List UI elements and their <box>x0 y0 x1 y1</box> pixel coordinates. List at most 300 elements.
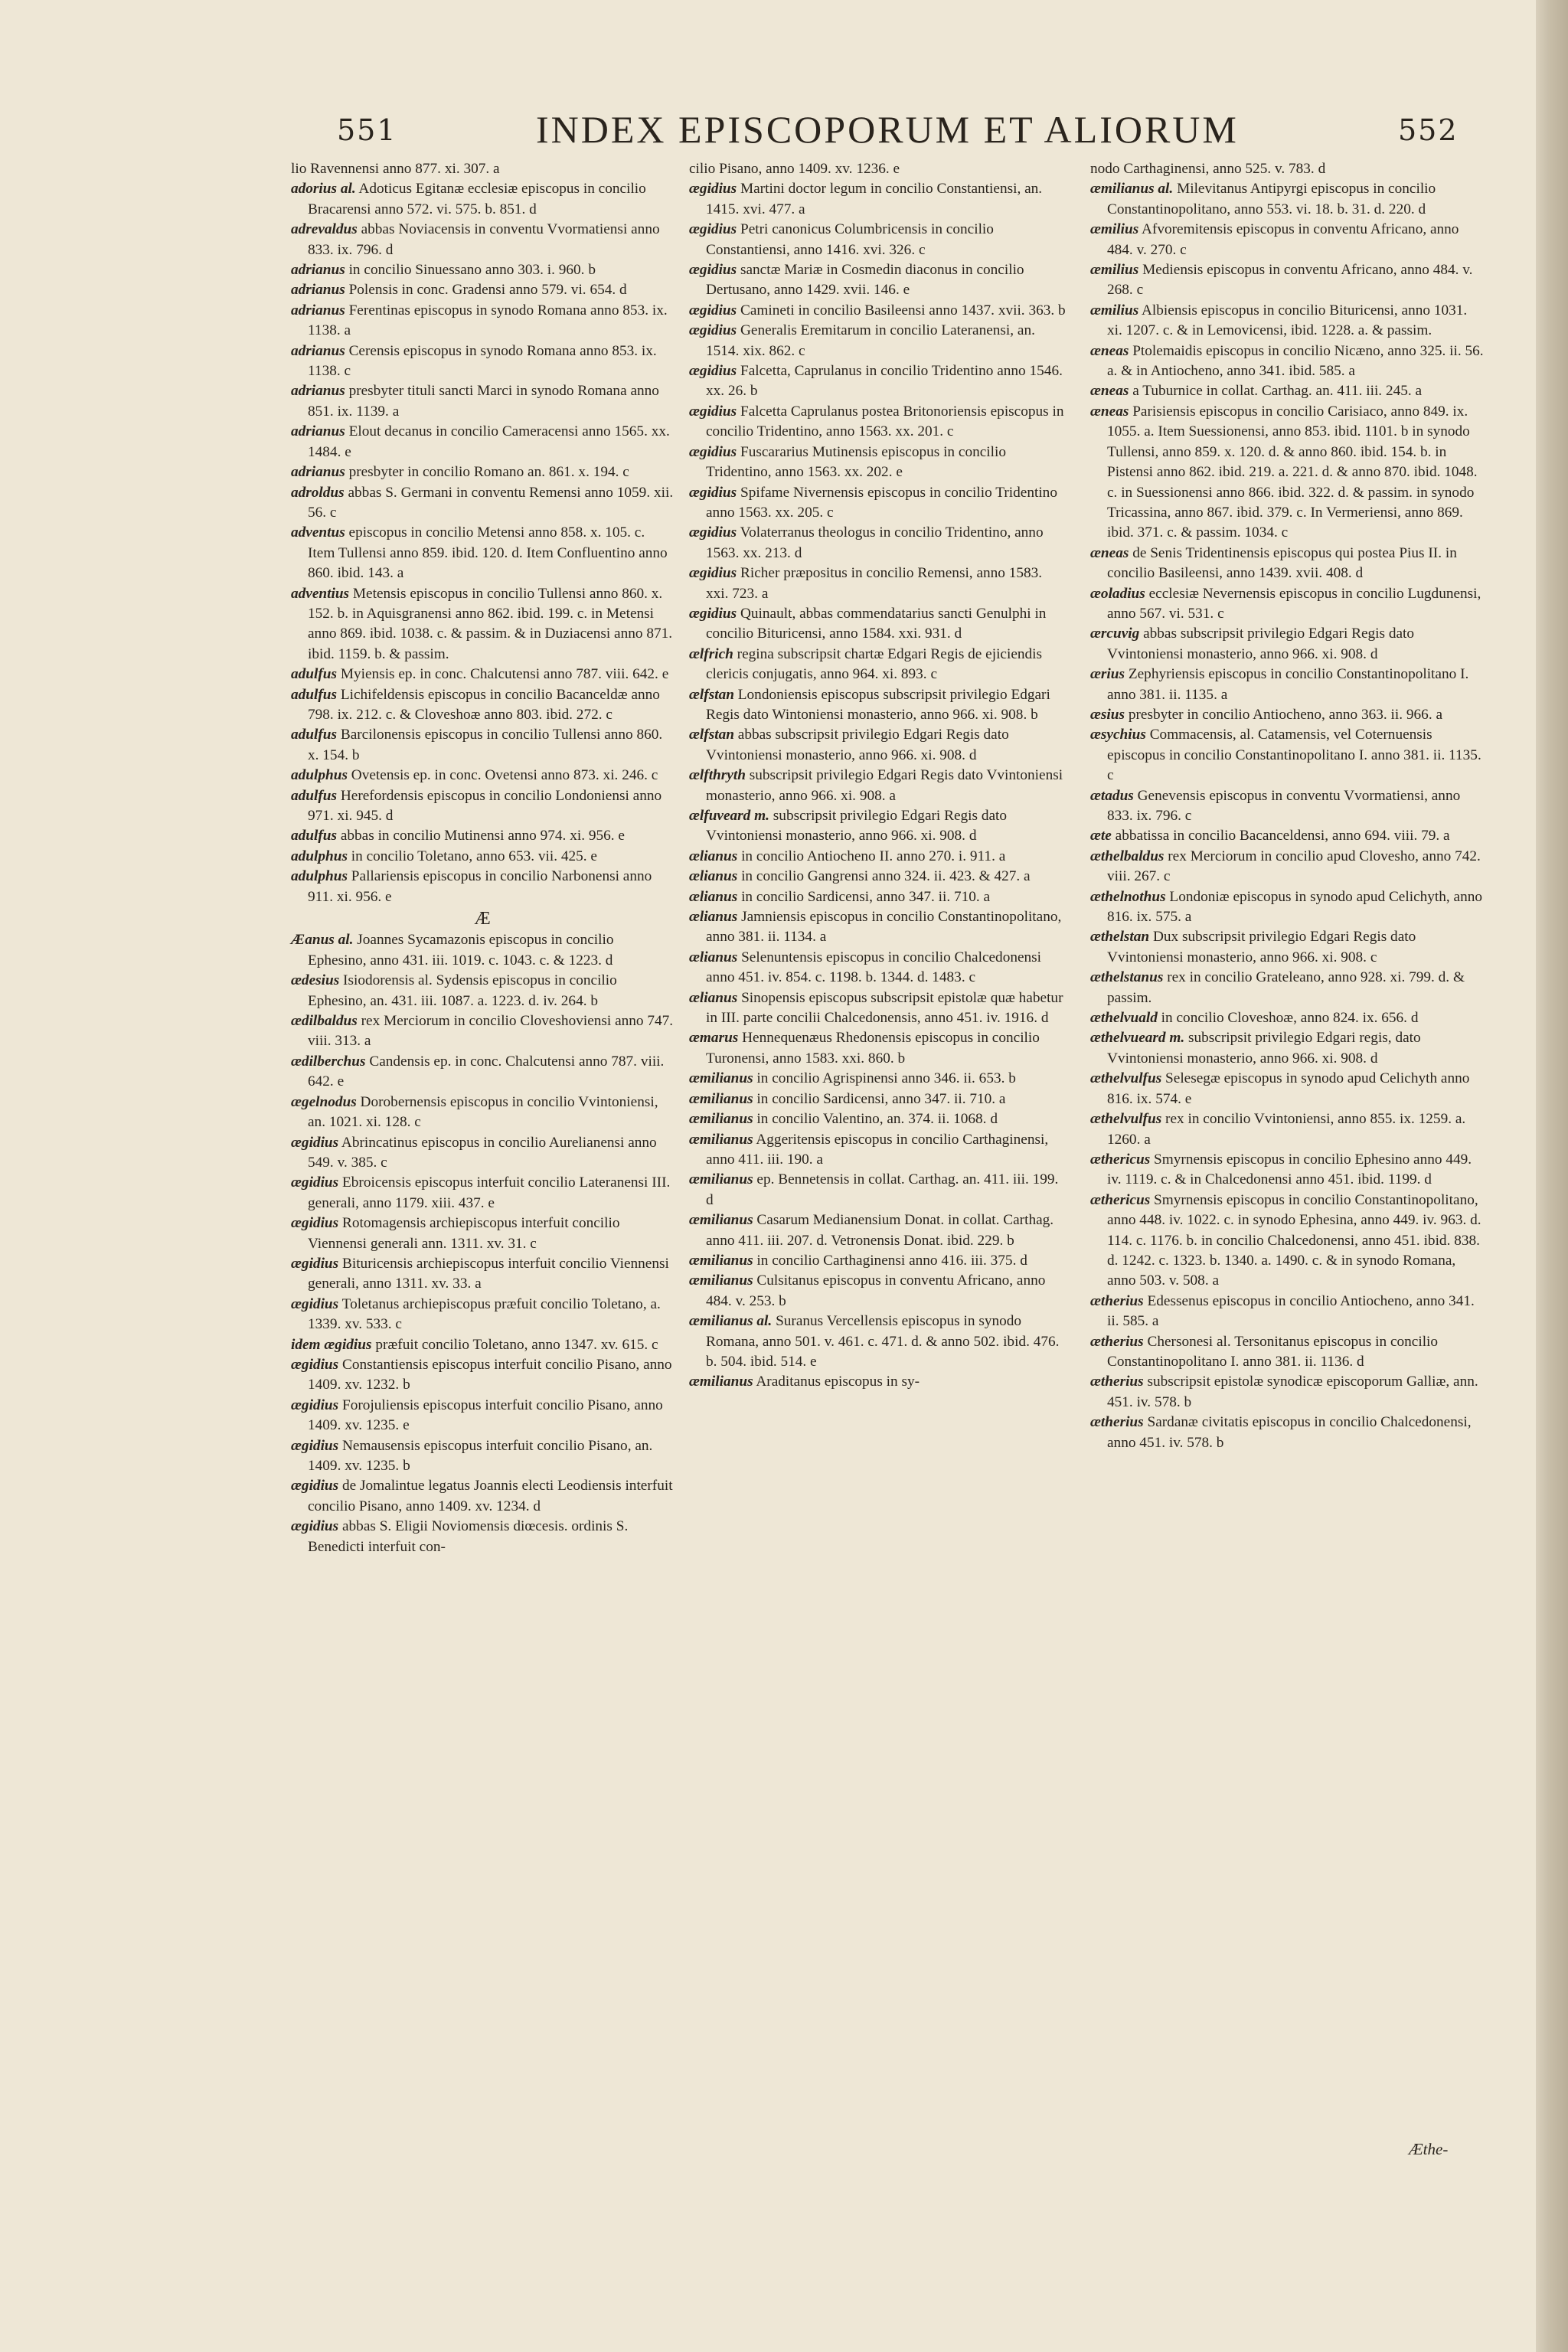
entry-headword: æmilius <box>1090 262 1139 279</box>
entry-text: Culsitanus episcopus in conventu Africano, anno 484. v. 253. b <box>706 1272 1046 1309</box>
entry-headword: adrianus <box>291 262 345 279</box>
index-entry <box>689 988 1066 1029</box>
entry-headword: æsius <box>1090 706 1125 723</box>
entry-text: Myiensis ep. in conc. Chalcutensi anno 787. viii. 642. e <box>340 666 669 683</box>
index-entry <box>291 1173 674 1214</box>
index-entry <box>1090 1372 1485 1413</box>
entry-headword: æthelvulfus <box>1090 1111 1162 1128</box>
entry-text: subscripsit privilegio Edgari Regis dato Vvintoniensi monasterio, anno 966. xi. 908. a <box>706 767 1063 804</box>
entry-text: Mediensis episcopus in conventu Africano, anno 484. v. 268. c <box>1107 262 1473 299</box>
index-entry <box>689 867 1066 887</box>
entry-headword: æneas <box>1090 544 1129 561</box>
entry-headword: æmilianus <box>689 1252 753 1269</box>
entry-text: ecclesiæ Nevernensis episcopus in concilio Lugdunensi, anno 567. vi. 531. c <box>1107 585 1481 622</box>
entry-text: Bituricensis archiepiscopus interfuit concilio Viennensi generali, anno 1311. xv. 33. a <box>308 1255 669 1292</box>
index-entry <box>1090 1109 1485 1150</box>
entry-headword: ægidius <box>689 302 737 318</box>
entry-text: abbas Noviacensis in conventu Vvormatiensi anno 833. ix. 796. d <box>308 221 660 258</box>
entry-headword: adulfus <box>291 686 338 703</box>
entry-headword: ægidius <box>291 1518 339 1535</box>
entry-headword: æmilianus al. <box>689 1313 773 1330</box>
index-entry <box>1090 260 1485 301</box>
index-entry <box>689 1312 1066 1372</box>
index-entry <box>291 341 674 382</box>
entry-text: Suranus Vercellensis episcopus in synodo Romana, anno 501. v. 461. c. 471. d. & anno 502. ibid. 476. b. 504. ibid. 514. e <box>706 1313 1060 1370</box>
index-entry <box>689 847 1066 867</box>
entry-text: Elout decanus in concilio Cameracensi anno 1565. xx. 1484. e <box>308 423 670 460</box>
entry-text: Ovetensis ep. in conc. Ovetensi anno 873. xi. 246. c <box>351 767 658 784</box>
index-entry <box>689 948 1066 988</box>
entry-text: Isiodorensis al. Sydensis episcopus in concilio Ephesino, an. 431. iii. 1087. a. 1223. d. iv. 264. b <box>308 972 617 1009</box>
running-title: INDEX EPISCOPORUM ET ALIORUM <box>536 108 1239 151</box>
index-entry <box>1090 705 1485 725</box>
entry-text: Londoniensis episcopus subscripsit privilegio Edgari Regis dato Wintoniensi monasterio, anno 966. xi. 908. b <box>706 686 1050 723</box>
index-entry <box>689 725 1066 766</box>
entry-text: in concilio Agrispinensi anno 346. ii. 653. b <box>756 1070 1016 1087</box>
index-entry <box>689 685 1066 726</box>
entry-headword: adulphus <box>291 868 348 885</box>
entry-text: Araditanus episcopus in sy- <box>756 1374 920 1390</box>
entry-text: subscripsit epistolæ synodicæ episcoporum Galliæ, ann. 451. iv. 578. b <box>1107 1374 1478 1410</box>
page-number-right: 552 <box>1398 113 1459 147</box>
entry-headword: adrianus <box>291 282 345 299</box>
index-entry <box>291 1355 674 1396</box>
entry-headword: ælfthryth <box>689 767 746 784</box>
entry-text: Selesegæ episcopus in synodo apud Celichyth anno 816. ix. 574. e <box>1107 1070 1470 1107</box>
entry-headword: ægidius <box>291 1255 339 1272</box>
index-entry <box>291 1476 674 1517</box>
index-entry <box>1090 544 1485 584</box>
entry-headword: adulfus <box>291 787 338 804</box>
entry-text: rex Merciorum in concilio apud Clovesho, anno 742. viii. 267. c <box>1107 848 1481 885</box>
entry-text: Richer præpositus in concilio Remensi, anno 1583. xxi. 723. a <box>706 565 1043 602</box>
entry-text: Zephyriensis episcopus in concilio Constantinopolitano I. anno 381. ii. 1135. a <box>1107 666 1469 703</box>
entry-headword: idem ægidius <box>291 1336 372 1353</box>
entry-text: Chersonesi al. Tersonitanus episcopus in concilio Constantinopolitano I. anno 381. ii. 1136. d <box>1107 1333 1439 1370</box>
entry-text: in concilio Toletano, anno 653. vii. 425. e <box>351 848 597 864</box>
entry-headword: adrianus <box>291 383 345 400</box>
entry-text: Selenuntensis episcopus in concilio Chalcedonensi anno 451. iv. 854. c. 1198. b. 1344. d. 1483. c <box>706 949 1042 986</box>
index-column-3 <box>1090 159 1485 1453</box>
index-entry <box>1090 1150 1485 1191</box>
entry-headword: æneas <box>1090 383 1129 400</box>
index-entry <box>1090 624 1485 665</box>
entry-text: Ferentinas episcopus in synodo Romana anno 853. ix. 1138. a <box>308 302 668 339</box>
entry-text: a Tuburnice in collat. Carthag. an. 411. iii. 245. a <box>1132 383 1423 400</box>
entry-headword: æmilius <box>1090 221 1139 238</box>
entry-text: subscripsit privilegio Edgari Regis dato Vvintoniensi monasterio, anno 966. xi. 908. d <box>706 808 1008 844</box>
index-entry <box>689 220 1066 260</box>
entry-headword: ætherius <box>1090 1414 1144 1431</box>
page-number-left: 551 <box>337 113 397 147</box>
entry-headword: æneas <box>1090 403 1129 420</box>
catchword: Æthe- <box>1409 2140 1449 2158</box>
entry-headword: ægidius <box>291 1174 339 1191</box>
index-entry <box>1090 220 1485 260</box>
entry-headword: ærcuvig <box>1090 626 1140 642</box>
index-entry <box>291 930 674 971</box>
entry-text: episcopus in concilio Metensi anno 858. x. 105. c. Item Tullensi anno 859. ibid. 120. d. Item Confluentino anno 860. ibid. 143. a <box>308 524 668 582</box>
entry-headword: æmilianus al. <box>1090 181 1174 198</box>
entry-headword: adroldus <box>291 484 345 501</box>
index-entry <box>291 1396 674 1436</box>
entry-headword: æthelvueard m. <box>1090 1030 1185 1047</box>
entry-text: nodo Carthaginensi, anno 525. v. 783. d <box>1090 161 1326 177</box>
index-entry <box>689 1251 1066 1271</box>
entry-headword: æmilianus <box>689 1070 753 1087</box>
entry-text: in concilio Valentino, an. 374. ii. 1068. d <box>756 1111 998 1128</box>
entry-headword: ælfstan <box>689 727 734 743</box>
index-entry <box>689 1372 1066 1392</box>
index-entry <box>291 1011 674 1052</box>
entry-headword: ægidius <box>291 1215 339 1232</box>
index-entry <box>1090 1292 1485 1332</box>
entry-headword: adrianus <box>291 423 345 440</box>
entry-text: Londoniæ episcopus in synodo apud Celichyth, anno 816. ix. 575. a <box>1107 888 1483 926</box>
section-letter: Æ <box>474 909 491 929</box>
entry-headword: ælianus <box>689 989 738 1006</box>
entry-text: Smyrnensis episcopus in concilio Ephesino anno 449. iv. 1119. c. & in Chalcedonensi anno 451. ibid. 1199. d <box>1107 1151 1472 1188</box>
entry-text: Milevitanus Antipyrgi episcopus in concilio Constantinopolitano, anno 553. vi. 18. b. 31. d. 220. d <box>1107 181 1436 217</box>
entry-headword: adorius al. <box>291 181 356 198</box>
index-entry <box>1090 402 1485 544</box>
entry-text: Rotomagensis archiepiscopus interfuit concilio Viennensi generali ann. 1311. xv. 31. c <box>308 1215 620 1252</box>
entry-text: abbas S. Eligii Noviomensis diœcesis. ordinis S. Benedicti interfuit con- <box>308 1518 629 1555</box>
index-entry <box>689 1170 1066 1210</box>
entry-headword: ætherius <box>1090 1333 1144 1350</box>
entry-headword: æthericus <box>1090 1191 1151 1208</box>
entry-headword: ægidius <box>689 262 737 279</box>
entry-text: Toletanus archiepiscopus præfuit concilio Toletano, a. 1339. xv. 533. c <box>308 1295 661 1333</box>
entry-text: regina subscripsit chartæ Edgari Regis de ejiciendis clericis conjugatis, anno 964. xi. 893. c <box>706 645 1043 683</box>
entry-text: in concilio Sinuessano anno 303. i. 960. b <box>348 262 596 279</box>
entry-headword: æneas <box>1090 342 1129 359</box>
index-entry <box>291 523 674 583</box>
index-entry <box>689 1069 1066 1089</box>
entry-headword: ægidius <box>689 181 737 198</box>
entry-headword: adrevaldus <box>291 221 358 238</box>
entry-text: Hennequenæus Rhedonensis episcopus in concilio Turonensi, anno 1583. xxi. 860. b <box>706 1030 1040 1067</box>
entry-text: Ebroicensis episcopus interfuit concilio Lateranensi III. generali, anno 1179. xiii. 437. e <box>308 1174 671 1211</box>
entry-headword: ægidius <box>291 1478 339 1494</box>
entry-text: Metensis episcopus in concilio Tullensi anno 860. x. 152. b. in Aquisgranensi anno 862. ibid. 199. c. in Metensi anno 869. ibid. 1038. c. & passim. & in Duziacensi anno 871. ibid. 1159. b. & passim. <box>308 585 673 662</box>
index-entry <box>689 887 1066 907</box>
index-entry <box>689 361 1066 402</box>
index-entry <box>291 260 674 280</box>
index-entry <box>1090 159 1485 179</box>
entry-headword: adrianus <box>291 302 345 318</box>
entry-text: Nemausensis episcopus interfuit concilio Pisano, an. 1409. xv. 1235. b <box>308 1437 653 1474</box>
index-entry <box>689 159 1066 179</box>
index-entry <box>1090 887 1485 928</box>
entry-text: Smyrnensis episcopus in concilio Constantinopolitano, anno 448. iv. 1022. c. in synodo Ephesina, anno 449. iv. 963. d. 114. c. 1176. b. in concilio Chalcedonensi, anno 451. ibid. 838. d. 1242. c. 1323. b. 1340. a. 1490. c. & in synodo Romana, anno 503. v. 508. a <box>1107 1191 1481 1289</box>
index-entry <box>1090 341 1485 382</box>
index-entry <box>291 725 674 766</box>
entry-text: de Jomalintue legatus Joannis electi Leodiensis interfuit concilio Pisano, anno 1409. xv. 1234. d <box>308 1478 673 1514</box>
entry-headword: æsychius <box>1090 727 1146 743</box>
entry-text: sanctæ Mariæ in Cosmedin diaconus in concilio Dertusano, anno 1429. xvii. 146. e <box>706 262 1024 299</box>
entry-headword: ægidius <box>689 363 737 380</box>
index-entry <box>291 179 674 220</box>
index-entry <box>291 971 674 1011</box>
entry-headword: æmilianus <box>689 1111 753 1128</box>
entry-text: Jamniensis episcopus in concilio Constantinopolitano, anno 381. ii. 1134. a <box>706 909 1062 946</box>
entry-text: subscripsit privilegio Edgari regis, dato Vvintoniensi monasterio, anno 966. xi. 908. d <box>1107 1030 1421 1067</box>
entry-text: Martini doctor legum in concilio Constantiensi, an. 1415. xvi. 477. a <box>706 181 1043 217</box>
index-entry <box>1090 927 1485 968</box>
entry-text: Adoticus Egitanæ ecclesiæ episcopus in concilio Bracarensi anno 572. vi. 575. b. 851. d <box>308 181 646 217</box>
entry-text: Genevensis episcopus in conventu Vvormatiensi, anno 833. ix. 796. c <box>1107 787 1461 824</box>
entry-text: præfuit concilio Toletano, anno 1347. xv. 615. c <box>375 1336 658 1353</box>
index-entry <box>689 260 1066 301</box>
entry-headword: adulfus <box>291 828 338 844</box>
index-entry <box>689 1089 1066 1109</box>
entry-headword: ægidius <box>291 1396 339 1413</box>
index-entry <box>689 1130 1066 1171</box>
entry-text: Pallariensis episcopus in concilio Narbonensi anno 911. xi. 956. e <box>308 868 652 905</box>
entry-headword: æoladius <box>1090 585 1145 602</box>
entry-text: rex Merciorum in concilio Cloveshoviensi anno 747. viii. 313. a <box>308 1013 674 1050</box>
index-entry <box>1090 1413 1485 1453</box>
index-entry <box>291 1133 674 1174</box>
entry-headword: æthelstan <box>1090 929 1150 946</box>
index-entry <box>291 462 674 482</box>
entry-text: Petri canonicus Columbricensis in concilio Constantiensi, anno 1416. xvi. 326. c <box>706 221 994 258</box>
entry-headword: adrianus <box>291 464 345 481</box>
entry-text: presbyter in concilio Antiocheno, anno 363. ii. 966. a <box>1128 706 1443 723</box>
entry-headword: æmarus <box>689 1030 739 1047</box>
index-entry <box>291 159 674 179</box>
entry-headword: adrianus <box>291 342 345 359</box>
entry-headword: ælfrich <box>689 645 733 662</box>
entry-headword: ægidius <box>291 1356 339 1373</box>
index-entry <box>291 867 674 907</box>
index-entry <box>689 483 1066 524</box>
running-header <box>0 107 1536 161</box>
index-entry <box>689 766 1066 806</box>
entry-text: Dux subscripsit privilegio Edgari Regis dato Vvintoniensi monasterio, anno 966. xi. 908. c <box>1107 929 1416 965</box>
entry-text: ep. Bennetensis in collat. Carthag. an. 411. iii. 199. d <box>706 1171 1059 1208</box>
index-entry <box>1090 725 1485 786</box>
entry-headword: ælianus <box>689 949 738 965</box>
index-entry <box>689 604 1066 645</box>
index-entry <box>1090 847 1485 887</box>
index-entry <box>689 1210 1066 1251</box>
index-entry <box>1090 584 1485 625</box>
entry-headword: ægidius <box>689 322 737 339</box>
entry-headword: adulphus <box>291 767 348 784</box>
index-entry <box>291 483 674 524</box>
index-entry <box>1090 665 1485 705</box>
entry-text: Falcetta, Caprulanus in concilio Tridentino anno 1546. xx. 26. b <box>706 363 1063 400</box>
entry-text: in concilio Carthaginensi anno 416. iii. 375. d <box>756 1252 1027 1269</box>
index-entry <box>291 847 674 867</box>
entry-headword: æthelstanus <box>1090 969 1164 986</box>
entry-text: Parisiensis episcopus in concilio Carisiaco, anno 849. ix. 1055. a. Item Suessionensi, anno 853. ibid. 1101. b in synodo Tullensi, anno 859. x. 120. d. & anno 860. ibid. 154. b. in Pistensi anno 862. ibid. 219. a. 221. d. & anno 870. ibid. 1048. c. in Suessionensi anno 866. ibid. 322. d. & passim. in synodo Tricassina, anno 867. ibid. 379. c. In Vermeriensi, anno 869. ibid. 371. c. & passim. 1034. c <box>1107 403 1478 541</box>
entry-text: Aggeritensis episcopus in concilio Carthaginensi, anno 411. iii. 190. a <box>706 1131 1049 1168</box>
index-entry <box>1090 179 1485 220</box>
entry-headword: ægidius <box>291 1134 339 1151</box>
entry-text: de Senis Tridentinensis episcopus qui postea Pius II. in concilio Basileensi, anno 1439. xvii. 408. d <box>1107 544 1457 582</box>
page-edge <box>1536 0 1568 2352</box>
index-entry <box>689 321 1066 361</box>
entry-text: presbyter in concilio Romano an. 861. x. 194. c <box>348 464 629 481</box>
index-entry <box>291 786 674 827</box>
entry-headword: ægidius <box>291 1437 339 1454</box>
entry-text: Sardanæ civitatis episcopus in concilio Chalcedonensi, anno 451. iv. 578. b <box>1107 1414 1472 1451</box>
entry-headword: ægidius <box>689 443 737 460</box>
entry-text: Abrincatinus episcopus in concilio Aurelianensi anno 549. v. 385. c <box>308 1134 657 1171</box>
index-entry <box>689 402 1066 443</box>
index-entry <box>689 1109 1066 1129</box>
index-entry <box>291 1214 674 1254</box>
entry-headword: æmilianus <box>689 1171 753 1188</box>
index-entry <box>291 220 674 260</box>
entry-text: Commacensis, al. Catamensis, vel Coternuensis episcopus in concilio Constantinopolitano I. anno 381. ii. 1135. c <box>1107 727 1481 784</box>
index-entry <box>1090 1069 1485 1109</box>
entry-headword: adulfus <box>291 727 338 743</box>
entry-headword: Æanus al. <box>291 932 354 949</box>
entry-headword: ægelnodus <box>291 1093 357 1110</box>
entry-headword: æthelnothus <box>1090 888 1166 905</box>
index-entry <box>291 381 674 422</box>
entry-headword: æthelbaldus <box>1090 848 1165 864</box>
index-entry <box>689 1271 1066 1312</box>
entry-headword: ærius <box>1090 666 1125 683</box>
entry-headword: ætadus <box>1090 787 1134 804</box>
entry-headword: æmilianus <box>689 1131 753 1148</box>
entry-text: in concilio Cloveshoæ, anno 824. ix. 656. d <box>1161 1010 1419 1027</box>
entry-headword: ægidius <box>689 524 737 541</box>
entry-headword: æmilianus <box>689 1272 753 1289</box>
entry-text: Quinault, abbas commendatarius sancti Genulphi in concilio Bituricensi, anno 1584. xxi. 931. d <box>706 605 1047 642</box>
index-entry <box>1090 301 1485 341</box>
index-entry <box>689 523 1066 564</box>
entry-headword: ælianus <box>689 909 738 926</box>
index-entry <box>689 179 1066 220</box>
entry-headword: æmilianus <box>689 1090 753 1107</box>
index-entry <box>1090 1028 1485 1069</box>
entry-text: in concilio Sardicensi, anno 347. ii. 710. a <box>756 1090 1006 1107</box>
entry-headword: æmilianus <box>689 1374 753 1390</box>
index-entry <box>291 1335 674 1355</box>
entry-text: in concilio Sardicensi, anno 347. ii. 710. a <box>741 888 991 905</box>
entry-headword: adventius <box>291 585 350 602</box>
entry-headword: ægidius <box>689 403 737 420</box>
index-entry <box>1090 1008 1485 1028</box>
entry-headword: æte <box>1090 828 1112 844</box>
index-entry <box>291 766 674 786</box>
entry-headword: ædilberchus <box>291 1053 366 1070</box>
entry-headword: ælianus <box>689 868 738 885</box>
entry-text: presbyter tituli sancti Marci in synodo Romana anno 851. ix. 1139. a <box>308 383 659 420</box>
entry-text: Ptolemaidis episcopus in concilio Nicæno, anno 325. ii. 56. a. & in Antiocheno, anno 341. ibid. 585. a <box>1107 342 1484 380</box>
entry-headword: æthericus <box>1090 1151 1151 1168</box>
index-entry <box>291 1254 674 1295</box>
entry-text: Forojuliensis episcopus interfuit concilio Pisano, anno 1409. xv. 1235. e <box>308 1396 663 1434</box>
entry-headword: adulfus <box>291 666 338 683</box>
entry-headword: ælianus <box>689 888 738 905</box>
index-entry <box>689 564 1066 604</box>
entry-text: lio Ravennensi anno 877. xi. 307. a <box>291 161 500 177</box>
index-entry <box>291 280 674 300</box>
entry-headword: ægidius <box>689 484 737 501</box>
entry-headword: ægidius <box>689 605 737 622</box>
entry-text: Cerensis episcopus in synodo Romana anno 853. ix. 1138. c <box>308 342 657 380</box>
entry-headword: adulphus <box>291 848 348 864</box>
index-entry <box>291 1093 674 1133</box>
entry-text: Afvoremitensis episcopus in conventu Africano, anno 484. v. 270. c <box>1107 221 1459 258</box>
entry-headword: ætherius <box>1090 1292 1144 1309</box>
entry-text: in concilio Gangrensi anno 324. ii. 423. & 427. a <box>741 868 1031 885</box>
entry-text: abbas subscripsit privilegio Edgari Regis dato Vvintoniensi monasterio, anno 966. xi. 908. d <box>1107 626 1415 662</box>
index-entry <box>291 584 674 665</box>
entry-headword: æmilianus <box>689 1212 753 1229</box>
index-entry <box>291 826 674 846</box>
entry-text: Generalis Eremitarum in concilio Lateranensi, an. 1514. xix. 862. c <box>706 322 1035 359</box>
entry-headword: ægidius <box>291 1295 339 1312</box>
entry-text: cilio Pisano, anno 1409. xv. 1236. e <box>689 161 900 177</box>
index-entry <box>291 422 674 462</box>
index-entry <box>291 1295 674 1335</box>
entry-text: Spifame Nivernensis episcopus in concilio Tridentino anno 1563. xx. 205. c <box>706 484 1057 521</box>
entry-headword: ælfuveard m. <box>689 808 769 824</box>
entry-text: Joannes Sycamazonis episcopus in concilio Ephesino, anno 431. iii. 1019. c. 1043. c. & 1223. d <box>308 932 614 969</box>
index-entry <box>689 301 1066 321</box>
entry-headword: ædilbaldus <box>291 1013 358 1030</box>
entry-text: abbas in concilio Mutinensi anno 974. xi. 956. e <box>340 828 625 844</box>
index-entry <box>291 1436 674 1477</box>
entry-text: Edessenus episcopus in concilio Antiocheno, anno 341. ii. 585. a <box>1107 1292 1475 1330</box>
index-entry <box>1090 826 1485 846</box>
index-entry <box>1090 1332 1485 1373</box>
entry-text: Casarum Medianensium Donat. in collat. Carthag. anno 411. iii. 207. d. Vetronensis Donat. ibid. 229. b <box>706 1212 1054 1249</box>
index-entry <box>1090 968 1485 1008</box>
entry-headword: æmilius <box>1090 302 1139 318</box>
entry-text: in concilio Antiocheno II. anno 270. i. 911. a <box>741 848 1006 864</box>
entry-text: Fuscararius Mutinensis episcopus in concilio Tridentino, anno 1563. xx. 202. e <box>706 443 1006 481</box>
entry-text: Falcetta Caprulanus postea Britonoriensis episcopus in concilio Tridentino, anno 1563. xx. 201. c <box>706 403 1064 440</box>
entry-text: Camineti in concilio Basileensi anno 1437. xvii. 363. b <box>740 302 1066 318</box>
index-entry <box>291 665 674 684</box>
index-column-1 <box>291 159 674 1557</box>
index-entry <box>689 907 1066 948</box>
index-entry <box>689 806 1066 847</box>
entry-text: Volaterranus theologus in concilio Tridentino, anno 1563. xx. 213. d <box>706 524 1044 561</box>
index-entry <box>291 1517 674 1557</box>
index-entry <box>291 1052 674 1093</box>
entry-text: Barcilonensis episcopus in concilio Tullensi anno 860. x. 154. b <box>308 727 663 763</box>
entry-headword: adventus <box>291 524 345 541</box>
entry-text: Sinopensis episcopus subscripsit epistolæ quæ habetur in III. parte concilii Chalcedonensis, anno 451. iv. 1916. d <box>706 989 1063 1027</box>
entry-text: Candensis ep. in conc. Chalcutensi anno 787. viii. 642. e <box>308 1053 665 1090</box>
entry-headword: ætherius <box>1090 1374 1144 1390</box>
entry-headword: ædesius <box>291 972 340 989</box>
index-entry <box>291 685 674 726</box>
entry-text: abbas subscripsit privilegio Edgari Regis dato Vvintoniensi monasterio, anno 966. xi. 908. d <box>706 727 1009 763</box>
index-entry <box>689 443 1066 483</box>
entry-text: abbas S. Germani in conventu Remensi anno 1059. xii. 56. c <box>308 484 674 521</box>
entry-text: Herefordensis episcopus in concilio Londoniensi anno 971. xi. 945. d <box>308 787 662 824</box>
entry-text: Constantiensis episcopus interfuit concilio Pisano, anno 1409. xv. 1232. b <box>308 1356 672 1393</box>
entry-headword: ægidius <box>689 565 737 582</box>
index-entry <box>1090 1191 1485 1292</box>
index-entry <box>1090 786 1485 827</box>
entry-headword: ælianus <box>689 848 738 864</box>
entry-headword: æthelvulfus <box>1090 1070 1162 1087</box>
entry-text: Albiensis episcopus in concilio Bituricensi, anno 1031. xi. 1207. c. & in Lemovicensi, ibid. 1228. a. & passim. <box>1107 302 1468 339</box>
entry-headword: ægidius <box>689 221 737 238</box>
